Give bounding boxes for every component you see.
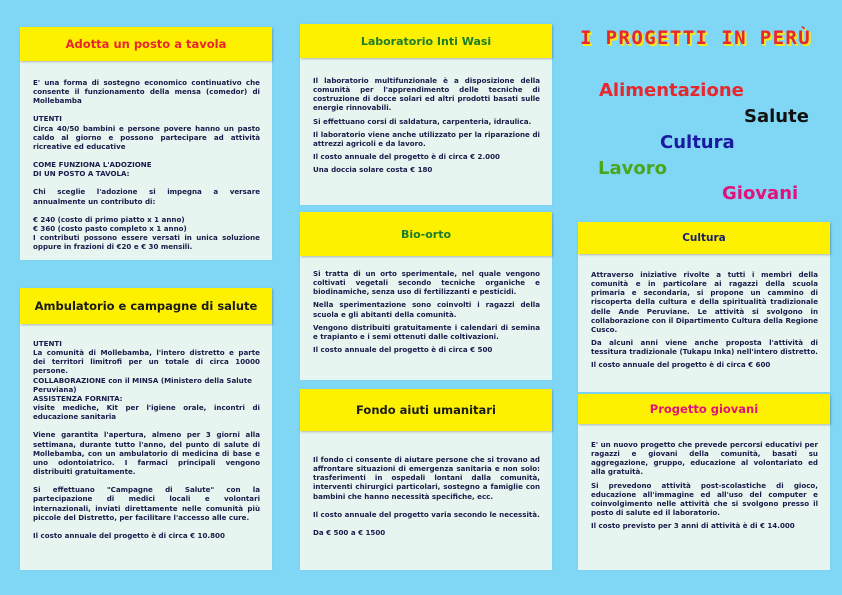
paragraph: Il costo annuale del progetto varia secondo le necessità. xyxy=(313,509,540,519)
paragraph: Si effettuano corsi di saldatura, carpenteria, idraulica. xyxy=(313,116,532,126)
paragraph: Nella sperimentazione sono coinvolti i ragazzi della scuola e gli abitanti della comunità. xyxy=(313,300,540,319)
paragraph: Il laboratorio viene anche utilizzato per la riparazione di attrezzi agricoli e da lavoro. xyxy=(313,129,540,148)
fondo-text xyxy=(313,455,540,537)
inti-wasi-text xyxy=(313,76,540,174)
paragraph: € 240 (costo di primo piatto x 1 anno) xyxy=(33,214,185,224)
adotta-text xyxy=(33,78,260,251)
adotta-header xyxy=(20,27,272,61)
paragraph: UTENTI xyxy=(33,339,62,348)
giovani-title: Progetto giovani xyxy=(649,402,759,416)
paragraph: Chi sceglie l'adozione si impegna a versare annualmente un contributo di: xyxy=(33,187,260,206)
paragraph: Il laboratorio multifunzionale è a disposizione della comunità per l'apprendimento delle tecniche di costruzione di docce solari ed altri prodotti basati sulle energie rinnovabili. xyxy=(313,76,540,113)
paragraph: Da € 500 a € 1500 xyxy=(313,527,386,537)
paragraph: Il costo previsto per 3 anni di attività è di € 14.000 xyxy=(591,521,795,531)
paragraph: Il costo annuale del progetto è di circa € 600 xyxy=(591,360,771,370)
paragraph: € 360 (costo pasto completo x 1 anno) xyxy=(33,223,187,233)
paragraph: DI UN POSTO A TAVOLA: xyxy=(33,169,130,179)
paragraph: Il costo annuale del progetto è di circa € 2.000 xyxy=(313,152,500,162)
paragraph: I contributi possono essere versati in unica soluzione oppure in frazioni di €20 e € 30 mensili. xyxy=(33,233,260,252)
paragraph: E' un nuovo progetto che prevede percorsi educativi per ragazzi e giovani della comunità, basati su aggregazione, gruppo, educazione al volontariato ed alla gratuità. xyxy=(591,440,818,477)
keyword-lavoro: Lavoro xyxy=(598,158,667,179)
column-left xyxy=(20,0,272,595)
bio-orto-text xyxy=(313,269,540,354)
paragraph: Si prevedono attività post-scolastiche di gioco, educazione all'immagine ed all'uso del computer e coinvolgimento nelle attività che si svolgono presso il posto di salute ed il laboratorio. xyxy=(591,480,818,518)
paragraph: Una doccia solare costa € 180 xyxy=(313,165,433,175)
paragraph: Il fondo ci consente di aiutare persone che si trovano ad affrontare situazioni di emergenza sanitaria e non solo: trasferimenti in ospedali lontani dalla comunità, interventi chirurgici particolari, sostegno a famiglie con bambini che hanno necessità specifiche, ecc. xyxy=(313,455,540,501)
paragraph: ASSISTENZA FORNITA: xyxy=(33,393,123,403)
giovani-header xyxy=(578,394,830,424)
paragraph: E' una forma di sostegno economico continuativo che consente il funzionamento della mensa (comedor) di Mollebamba xyxy=(33,78,260,106)
bio-orto-header xyxy=(300,212,552,256)
ambulatorio-text xyxy=(33,339,260,540)
fondo-title: Fondo aiuti umanitari xyxy=(356,403,496,417)
ambulatorio-header xyxy=(20,288,272,324)
paragraph: COME FUNZIONA L'ADOZIONE xyxy=(33,160,152,170)
cultura-title: Cultura xyxy=(682,232,726,244)
column-middle xyxy=(300,0,552,595)
fondo-header xyxy=(300,389,552,431)
paragraph: Si effettuano "Campagne di Salute" con la partecipazione di medici locali e volontari internazionali, inviati direttamente nelle comunità più piccole del Distretto, per facilitare l'accesso alle cure. xyxy=(33,485,260,522)
keyword-cultura: Cultura xyxy=(660,132,735,153)
paragraph: Il costo annuale del progetto è di circa € 10.800 xyxy=(33,530,225,540)
paragraph: COLLABORAZIONE con il MINSA (Ministero della Salute Peruviana) xyxy=(33,375,252,394)
inti-wasi-title: Laboratorio Inti Wasi xyxy=(360,34,492,48)
paragraph: Circa 40/50 bambini e persone povere hanno un pasto caldo al giorno e possono partecipare ad attività ricreative ed educative xyxy=(33,123,260,151)
giovani-text xyxy=(591,440,818,530)
paragraph: visite mediche, Kit per l'igiene orale, incontri di educazione sanitaria xyxy=(33,403,260,422)
paragraph: Attraverso iniziative rivolte a tutti i membri della comunità e in particolare ai ragazzi della scuola primaria e secondaria, si propone un cammino di riscoperta della cultura e della spiritualità tradizionale delle Ande Peruviane. Le attività si svolgono in collaborazione con il Dipartimento Cultura della Regione Cusco. xyxy=(591,270,818,334)
column-right xyxy=(578,0,830,595)
paragraph: La comunità di Mollebamba, l'intero distretto e parte dei territori limitrofi per un totale di circa 10000 persone. xyxy=(33,348,260,376)
bio-orto-title: Bio-orto xyxy=(400,227,452,241)
paragraph: Si tratta di un orto sperimentale, nel quale vengono coltivati vegetali secondo tecniche organiche e biodinamiche, senza uso di fertilizzanti e pesticidi. xyxy=(313,269,540,297)
cultura-header xyxy=(578,222,830,254)
adotta-title: Adotta un posto a tavola xyxy=(65,37,227,51)
paragraph: Da alcuni anni viene anche proposta l'attività di tessitura tradizionale (Tukapu Inka) nell'intero distretto. xyxy=(591,338,819,357)
keyword-alimentazione: Alimentazione xyxy=(599,80,744,101)
cultura-text xyxy=(591,270,818,370)
keyword-salute: Salute xyxy=(744,106,809,127)
ambulatorio-title: Ambulatorio e campagne di salute xyxy=(34,299,258,313)
keyword-giovani: Giovani xyxy=(722,183,799,204)
paragraph: UTENTI xyxy=(33,114,62,124)
main-title: I PROGETTI IN PERÙ xyxy=(580,27,812,49)
paragraph: Il costo annuale del progetto è di circa € 500 xyxy=(313,345,493,355)
paragraph: Vengono distribuiti gratuitamente i calendari di semina e trapianto e i semi ottenuti dalle coltivazioni. xyxy=(313,322,540,341)
inti-wasi-header xyxy=(300,24,552,58)
paragraph: Viene garantita l'apertura, almeno per 3 giorni alla settimana, durante tutto l'anno, del punto di salute di Mollebamba, con un ambulatorio di medicina di base e uno odontoiatrico. I farmaci principali vengono distribuiti gratuitamente. xyxy=(33,430,260,477)
